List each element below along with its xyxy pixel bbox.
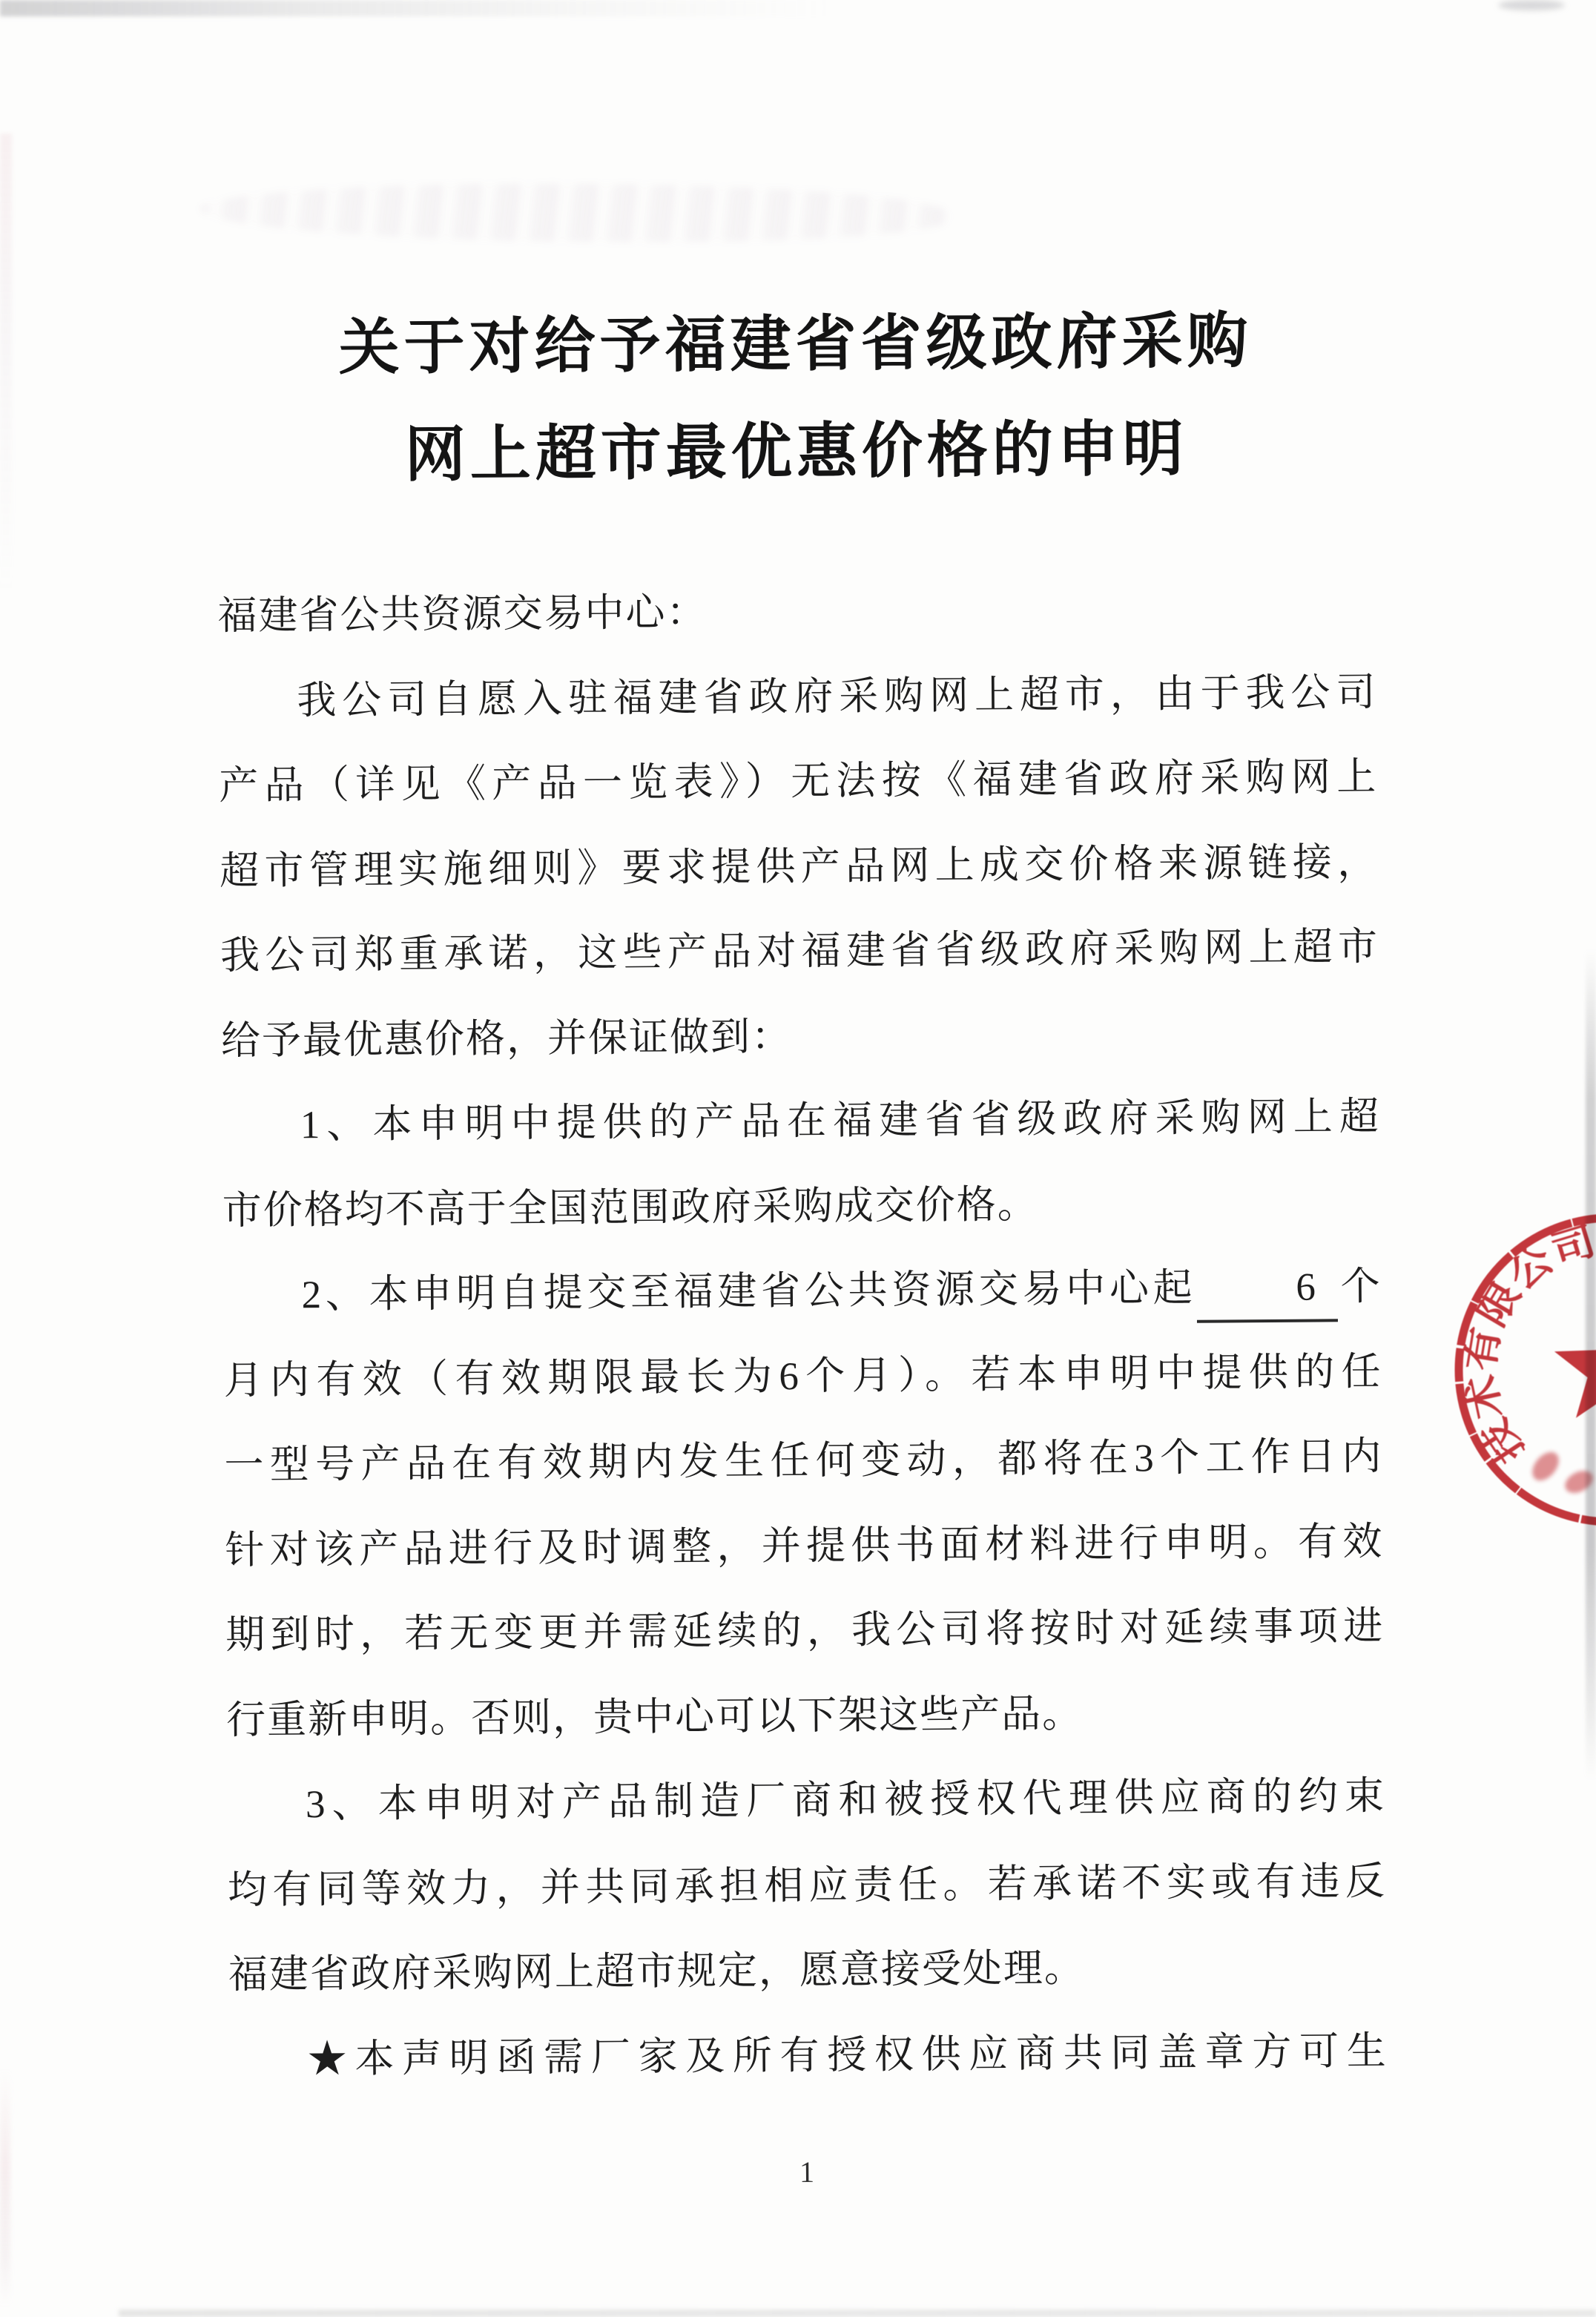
company-seal-svg xyxy=(1448,1205,1596,1532)
paragraph1-line1: 我公司自愿入驻福建省政府采购网上超市，由于我公司 xyxy=(297,670,1377,722)
item2-line5: 期到时，若无变更并需延续的，我公司将按时对延续事项进 xyxy=(225,1604,1385,1658)
paragraph1-line4: 我公司郑重承诺，这些产品对福建省省级政府采购网上超市 xyxy=(220,925,1379,978)
star-note-line: ★本声明函需厂家及所有授权供应商共同盖章方可生 xyxy=(307,2029,1388,2081)
validity-months-blank: 6 xyxy=(1196,1261,1338,1322)
item2-line1-prefix: 2、本申明自提交至福建省公共资源交易中心起 xyxy=(301,1266,1197,1317)
item2-line3: 一型号产品在有效期内发生任何变动，都将在3个工作日内 xyxy=(224,1434,1383,1488)
paragraph1-line2: 产品（详见《产品一览表》）无法按《福建省政府采购网上 xyxy=(219,755,1378,808)
salutation-line: 福建省公共资源交易中心： xyxy=(217,590,708,639)
seal-text: 技术有限公司 xyxy=(1459,1222,1596,1471)
item3-line1: 3、本申明对产品制造厂商和被授权代理供应商的约束 xyxy=(305,1774,1386,1827)
item1-line1: 1、本申明中提供的产品在福建省省级政府采购网上超 xyxy=(300,1095,1381,1147)
document-title xyxy=(217,286,1375,510)
paragraph1-line5: 给予最优惠价格，并保证做到： xyxy=(220,1015,793,1063)
item2-line1-suffix: 个 xyxy=(1337,1265,1382,1309)
star-icon xyxy=(1554,1311,1596,1418)
item3-line2: 均有同等效力，并共同承担相应责任。若承诺不实或有违反 xyxy=(227,1859,1387,1912)
paragraph1-line3: 超市管理实施细则》要求提供产品网上成交价格来源链接， xyxy=(219,840,1379,893)
document-title-line-2: 网上超市最优惠价格的申明 xyxy=(404,415,1189,490)
document-title-line-1: 关于对给予福建省省级政府采购 xyxy=(338,307,1253,382)
item3-line3: 福建省政府采购网上超市规定，愿意接受处理。 xyxy=(228,1947,1086,1997)
document-body xyxy=(217,565,1388,2103)
page-number: 1 xyxy=(799,2155,815,2189)
item2-line4: 针对该产品进行及时调整，并提供书面材料进行申明。有效 xyxy=(225,1520,1384,1572)
company-seal-stamp xyxy=(1448,1205,1596,1532)
item2-line1 xyxy=(222,1245,1382,1339)
seal-worn-characters xyxy=(1527,1447,1596,1497)
item1-line2: 市价格均不高于全国范围政府采购成交价格。 xyxy=(222,1182,1038,1233)
item2-line2: 月内有效（有效期限最长为6个月）。若本申明中提供的任 xyxy=(223,1350,1382,1403)
item2-line6: 行重新申明。否则，贵中心可以下架这些产品。 xyxy=(225,1692,1084,1742)
